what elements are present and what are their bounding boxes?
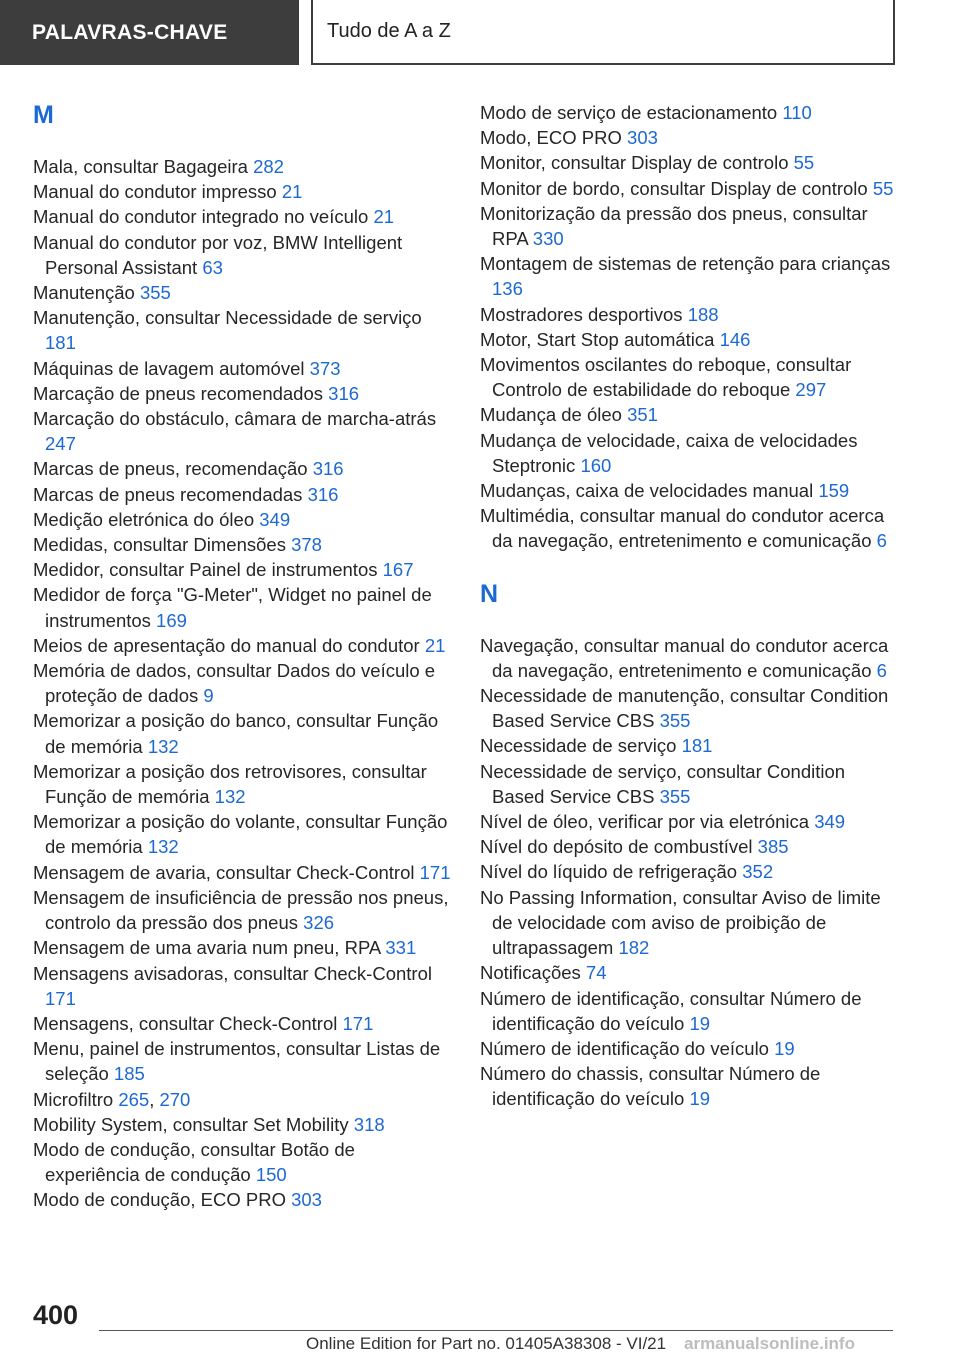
index-entry: Microfiltro 265, 270 (33, 1088, 191, 1110)
page-link[interactable]: 171 (342, 1012, 374, 1034)
index-entry (33, 557, 451, 582)
index-entry (480, 809, 898, 834)
index-entry (33, 860, 451, 885)
index-entry (33, 280, 451, 305)
index-entry-text: Modo, ECO PRO (480, 127, 622, 149)
page-link[interactable]: 74 (585, 962, 607, 984)
index-entry-text: Microfiltro (33, 1088, 114, 1110)
index-entry (480, 428, 898, 478)
index-entry (33, 633, 451, 658)
index-entry (480, 201, 898, 251)
page-link[interactable]: 146 (719, 328, 751, 350)
page-link[interactable]: 181 (681, 735, 713, 757)
page-link[interactable]: 171 (419, 861, 451, 883)
index-entry-text: Memorizar a posição do banco, consultar Função de memória (33, 710, 439, 757)
index-column-left (33, 100, 451, 1213)
index-entry (480, 885, 898, 961)
page-link[interactable]: 316 (328, 382, 360, 404)
index-entry (33, 1036, 451, 1086)
page-link[interactable]: 110 (782, 102, 812, 123)
index-entry-text: Manual do condutor por voz, BMW Intelligent Personal Assistant (33, 231, 403, 278)
index-entry-text: Mostradores desportivos (480, 303, 683, 325)
page-link[interactable]: 63 (202, 256, 223, 278)
index-entry-text: Memória de dados, consultar Dados do veículo e proteção de dados (33, 660, 436, 707)
index-entry (480, 176, 898, 201)
index-entry-text: Manual do condutor integrado no veículo (33, 206, 369, 228)
page-link[interactable]: 9 (203, 685, 214, 707)
index-entry-text: Manutenção (33, 282, 135, 304)
index-entry (480, 352, 898, 402)
index-entry-text: Mudanças, caixa de velocidades manual (480, 480, 814, 502)
index-entry-text: Mobility System, consultar Set Mobility (33, 1113, 349, 1135)
index-entry (33, 230, 451, 280)
page-link[interactable]: 171 (45, 987, 76, 1009)
index-entry-text: Notificações (480, 962, 581, 984)
index-letter-n: N (480, 579, 499, 608)
page-link[interactable]: 185 (113, 1063, 145, 1085)
index-entry-text: Mudança de óleo (480, 404, 622, 426)
index-entry-text: Mensagens, consultar Check-Control (33, 1012, 338, 1034)
index-entry-text: Memorizar a posição dos retrovisores, consultar Função de memória (33, 760, 427, 808)
page-link[interactable]: 188 (687, 303, 719, 325)
page-link[interactable]: 352 (742, 861, 774, 883)
index-entry-text: Nível de óleo, verificar por via eletrónica (480, 811, 810, 833)
index-entry-text: Número do chassis, consultar Número de identificação do veículo (480, 1063, 821, 1110)
page-link[interactable]: 21 (424, 634, 446, 656)
index-entry (480, 1061, 898, 1111)
index-entry (33, 179, 451, 204)
index-entry-text: Manutenção, consultar Necessidade de serviço (33, 307, 422, 329)
index-entry (33, 204, 451, 229)
page-link[interactable]: 167 (382, 559, 414, 581)
index-letter-m: M (33, 101, 54, 129)
page-link[interactable]: 355 (139, 282, 171, 304)
index-entry-text: Marcas de pneus, recomendação (33, 458, 308, 480)
page-link[interactable]: 297 (795, 379, 827, 401)
index-entry (33, 658, 451, 708)
index-entry-text: Monitor, consultar Display de controlo (480, 152, 789, 174)
page-link[interactable]: 247 (45, 433, 76, 455)
index-entry (480, 733, 898, 758)
index-entry-text: Marcação de pneus recomendados (33, 382, 324, 404)
index-entry-text: No Passing Information, consultar Aviso de limite de velocidade com aviso de proibição de ultrapassagem (480, 886, 881, 959)
index-entry (33, 406, 451, 456)
page-link[interactable]: 182 (618, 937, 650, 959)
index-entry-text: Motor, Start Stop automática (480, 328, 715, 350)
index-entry (33, 961, 451, 1011)
page-link[interactable]: 385 (757, 836, 789, 858)
page-link[interactable]: 265 (118, 1088, 150, 1110)
index-entry (33, 482, 451, 507)
index-entry (480, 960, 898, 985)
page-link[interactable]: 330 (532, 228, 564, 250)
page-link[interactable]: 282 (253, 156, 284, 177)
index-entry (480, 834, 898, 859)
index-entry-text: Montagem de sistemas de retenção para crianças (480, 253, 891, 275)
page-link[interactable]: 303 (627, 127, 658, 149)
index-entry-text: Nível do líquido de refrigeração (480, 861, 738, 883)
page-link[interactable]: 19 (689, 1088, 711, 1110)
index-entry-text: Multimédia, consultar manual do condutor acerca da navegação, entretenimento e comunicação (480, 505, 885, 552)
index-entry (33, 305, 451, 355)
index-entry-text: Manual do condutor impresso (33, 181, 277, 203)
index-entry-text: Meios de apresentação do manual do condutor (33, 634, 420, 656)
index-entry-text: Movimentos oscilantes do reboque, consultar Controlo de estabilidade do reboque (480, 354, 852, 401)
index-entry-text: Necessidade de manutenção, consultar Condition Based Service CBS (480, 685, 889, 732)
index-entry (33, 532, 451, 557)
page-link[interactable]: 303 (291, 1189, 322, 1211)
index-entry-text: Mensagem de insuficiência de pressão nos pneus, controlo da pressão dos pneus (33, 886, 449, 934)
index-entry (33, 759, 451, 809)
index-entry (33, 154, 451, 179)
index-list-n (480, 633, 898, 1112)
page-link[interactable]: 159 (818, 480, 850, 502)
page-link[interactable]: 169 (156, 609, 187, 631)
index-entry (480, 633, 898, 683)
index-entry (480, 478, 898, 503)
section-tab (0, 0, 299, 65)
page-link[interactable]: 181 (45, 332, 76, 354)
index-entry-text: Medidor de força "G-Meter", Widget no painel de instrumentos (33, 584, 432, 631)
index-entry (480, 302, 898, 327)
index-entry-text: Modo de condução, ECO PRO (33, 1189, 286, 1211)
page-link[interactable]: 150 (255, 1164, 287, 1186)
index-entry (480, 327, 898, 352)
index-entry-text: Mudança de velocidade, caixa de velocidades Steptronic (480, 429, 858, 476)
index-entry (33, 1187, 451, 1212)
page-link[interactable]: 331 (385, 937, 417, 959)
page-link[interactable]: 19 (774, 1037, 795, 1059)
page-link[interactable]: 326 (303, 912, 335, 934)
page-link[interactable]: 55 (793, 152, 815, 174)
page-link[interactable]: 132 (214, 786, 246, 808)
page-link[interactable]: 21 (281, 181, 303, 203)
footer-divider (99, 1330, 893, 1331)
page-link[interactable]: 378 (291, 534, 322, 556)
page-link[interactable]: 21 (373, 206, 395, 228)
index-entry-text: Mensagens avisadoras, consultar Check-Control (33, 962, 432, 984)
index-entry (480, 1036, 898, 1061)
page-link[interactable]: 6 (876, 530, 887, 552)
index-column-right (480, 100, 898, 1112)
index-entry (480, 251, 898, 301)
page-link[interactable]: 55 (872, 177, 894, 199)
index-entry-text: Memorizar a posição do volante, consultar Função de memória (33, 811, 448, 858)
index-entry-text: Mensagem de uma avaria num pneu, RPA (33, 937, 381, 959)
index-entry-text: Necessidade de serviço, consultar Condition Based Service CBS (480, 760, 846, 807)
index-entry (480, 759, 898, 809)
index-entry-text: Medidas, consultar Dimensões (33, 534, 286, 556)
index-entry (33, 809, 451, 859)
page-link[interactable]: 160 (580, 454, 612, 476)
page-link[interactable]: 132 (147, 735, 179, 757)
index-entry (480, 125, 898, 150)
page-link[interactable]: 318 (353, 1113, 385, 1135)
index-entry (33, 582, 451, 632)
page-link[interactable]: 136 (492, 278, 523, 300)
index-list-m (33, 154, 451, 1213)
index-entry-text: Modo de serviço de estacionamento (480, 102, 778, 123)
chapter-title: Tudo de A a Z (327, 20, 451, 42)
index-entry (33, 456, 451, 481)
index-entry-text: Mensagem de avaria, consultar Check-Control (33, 861, 415, 883)
index-entry-text: Monitor de bordo, consultar Display de controlo (480, 177, 868, 199)
index-entry-text: Medidor, consultar Painel de instrumentos (33, 559, 378, 581)
watermark: armanualsonline.info (684, 1334, 855, 1353)
index-entry-text: Número de identificação do veículo (480, 1037, 769, 1059)
chapter-header (311, 0, 895, 65)
page-link[interactable]: 349 (259, 508, 291, 530)
index-entry-text: Marcas de pneus recomendadas (33, 483, 303, 505)
index-entry-text: Monitorização da pressão dos pneus, consultar RPA (480, 202, 868, 250)
index-entry (480, 150, 898, 175)
index-entry (33, 708, 451, 758)
index-entry (33, 507, 451, 532)
index-list-m-continued (480, 100, 898, 554)
index-entry-text: Marcação do obstáculo, câmara de marcha-atrás (33, 408, 437, 430)
page-link[interactable]: 355 (659, 710, 691, 732)
index-entry (480, 503, 898, 553)
page-link[interactable]: 355 (659, 785, 691, 807)
index-entry-text: Menu, painel de instrumentos, consultar Listas de seleção (33, 1038, 441, 1085)
index-entry-text: Nível do depósito de combustível (480, 836, 753, 858)
page-link[interactable]: 6 (876, 659, 887, 681)
page-link[interactable]: 351 (627, 404, 658, 426)
section-title: PALAVRAS-CHAVE (32, 20, 228, 44)
index-entry (33, 356, 451, 381)
index-entry (33, 1011, 451, 1036)
index-entry (33, 381, 451, 406)
index-entry-text: Número de identificação, consultar Número de identificação do veículo (480, 987, 862, 1034)
page-link[interactable]: 349 (814, 811, 846, 833)
page-link[interactable]: 316 (307, 483, 339, 505)
index-entry (480, 683, 898, 733)
index-entry-text: Mala, consultar Bagageira (33, 156, 248, 177)
index-entry (33, 1137, 451, 1187)
page-link[interactable]: 19 (689, 1012, 711, 1034)
index-entry-text: Necessidade de serviço (480, 735, 677, 757)
index-entry (480, 402, 898, 427)
page-link[interactable]: 132 (147, 836, 179, 858)
index-entry (33, 885, 451, 935)
index-entry (480, 100, 898, 125)
index-entry (480, 986, 898, 1036)
index-entry-text: Navegação, consultar manual do condutor acerca da navegação, entretenimento e comunicação (480, 634, 889, 681)
index-entry (33, 935, 451, 960)
index-entry-text: Medição eletrónica do óleo (33, 508, 255, 530)
page-link[interactable]: 270 (159, 1088, 191, 1110)
page-number: 400 (33, 1300, 79, 1330)
page-link[interactable]: 373 (309, 357, 341, 379)
index-entry (33, 1112, 451, 1137)
index-entry-text: Máquinas de lavagem automóvel (33, 357, 305, 379)
index-entry-text: Modo de condução, consultar Botão de experiência de condução (33, 1138, 355, 1186)
index-entry (480, 859, 898, 884)
page-link[interactable]: 316 (312, 458, 344, 480)
footer-edition: Online Edition for Part no. 01405A38308 - VI/21 (306, 1334, 667, 1353)
